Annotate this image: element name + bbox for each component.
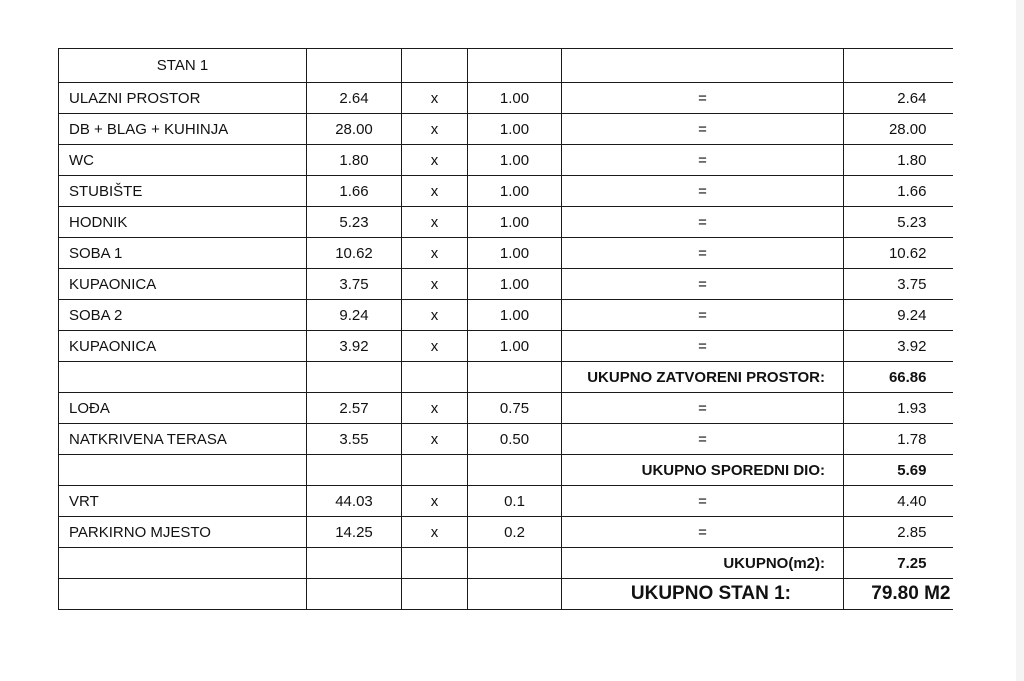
room-area: 28.00 — [307, 114, 402, 145]
room-coefficient: 0.75 — [468, 393, 562, 424]
room-result: 2.85 — [844, 517, 953, 548]
room-coefficient: 1.00 — [468, 145, 562, 176]
room-area: 44.03 — [307, 486, 402, 517]
table-row — [59, 393, 953, 424]
table-row — [59, 517, 953, 548]
room-coefficient: 1.00 — [468, 331, 562, 362]
room-result: 5.23 — [844, 207, 953, 238]
room-coefficient: 0.2 — [468, 517, 562, 548]
times-sign: x — [402, 393, 468, 424]
room-area: 3.55 — [307, 424, 402, 455]
equals-sign: = — [562, 83, 844, 114]
room-result: 1.66 — [844, 176, 953, 207]
equals-sign: = — [562, 331, 844, 362]
grand-total-label: UKUPNO STAN 1: — [562, 579, 844, 610]
room-name: PARKIRNO MJESTO — [59, 517, 307, 548]
subtotal-outdoor-value: 7.25 — [844, 548, 953, 579]
room-result: 3.92 — [844, 331, 953, 362]
room-result: 1.80 — [844, 145, 953, 176]
table-row — [59, 145, 953, 176]
room-coefficient: 0.50 — [468, 424, 562, 455]
times-sign: x — [402, 424, 468, 455]
equals-sign: = — [562, 114, 844, 145]
grand-total-value: 79.80 M2 — [844, 579, 953, 610]
equals-sign: = — [562, 207, 844, 238]
subtotal-closed-label: UKUPNO ZATVORENI PROSTOR: — [562, 362, 844, 393]
equals-sign: = — [562, 517, 844, 548]
room-coefficient: 1.00 — [468, 176, 562, 207]
equals-sign: = — [562, 145, 844, 176]
subtotal-outdoor-label: UKUPNO(m2): — [562, 548, 844, 579]
times-sign: x — [402, 486, 468, 517]
room-name: NATKRIVENA TERASA — [59, 424, 307, 455]
room-coefficient: 1.00 — [468, 300, 562, 331]
subtotal-outdoor-row — [59, 548, 953, 579]
room-coefficient: 0.1 — [468, 486, 562, 517]
times-sign: x — [402, 269, 468, 300]
room-name: SOBA 1 — [59, 238, 307, 269]
room-name: ULAZNI PROSTOR — [59, 83, 307, 114]
table-row — [59, 83, 953, 114]
equals-sign: = — [562, 393, 844, 424]
times-sign: x — [402, 176, 468, 207]
room-area: 10.62 — [307, 238, 402, 269]
equals-sign: = — [562, 300, 844, 331]
room-area: 14.25 — [307, 517, 402, 548]
room-area: 3.75 — [307, 269, 402, 300]
times-sign: x — [402, 207, 468, 238]
room-name: DB + BLAG + KUHINJA — [59, 114, 307, 145]
room-coefficient: 1.00 — [468, 83, 562, 114]
subtotal-secondary-label: UKUPNO SPOREDNI DIO: — [562, 455, 844, 486]
table-row — [59, 114, 953, 145]
page-edge — [1016, 0, 1024, 681]
room-area: 2.57 — [307, 393, 402, 424]
room-result: 28.00 — [844, 114, 953, 145]
room-name: WC — [59, 145, 307, 176]
room-name: KUPAONICA — [59, 331, 307, 362]
table-row — [59, 300, 953, 331]
room-area: 2.64 — [307, 83, 402, 114]
room-coefficient: 1.00 — [468, 238, 562, 269]
room-name: STUBIŠTE — [59, 176, 307, 207]
room-area: 9.24 — [307, 300, 402, 331]
room-area: 5.23 — [307, 207, 402, 238]
room-result: 2.64 — [844, 83, 953, 114]
subtotal-secondary-row — [59, 455, 953, 486]
equals-sign: = — [562, 176, 844, 207]
times-sign: x — [402, 238, 468, 269]
unit-title: STAN 1 — [59, 49, 307, 83]
subtotal-secondary-value: 5.69 — [844, 455, 953, 486]
room-result: 9.24 — [844, 300, 953, 331]
times-sign: x — [402, 300, 468, 331]
table-row — [59, 176, 953, 207]
table-row — [59, 331, 953, 362]
times-sign: x — [402, 114, 468, 145]
room-name: LOĐA — [59, 393, 307, 424]
room-area: 1.80 — [307, 145, 402, 176]
equals-sign: = — [562, 238, 844, 269]
room-name: VRT — [59, 486, 307, 517]
table-header-row — [59, 49, 953, 83]
room-name: SOBA 2 — [59, 300, 307, 331]
table-row — [59, 207, 953, 238]
times-sign: x — [402, 83, 468, 114]
table-row — [59, 486, 953, 517]
room-name: KUPAONICA — [59, 269, 307, 300]
subtotal-closed-value: 66.86 — [844, 362, 953, 393]
area-calculation-table — [58, 48, 953, 610]
table-row — [59, 238, 953, 269]
grand-total-row — [59, 579, 953, 610]
room-result: 10.62 — [844, 238, 953, 269]
room-result: 4.40 — [844, 486, 953, 517]
equals-sign: = — [562, 269, 844, 300]
room-result: 3.75 — [844, 269, 953, 300]
room-area: 1.66 — [307, 176, 402, 207]
room-coefficient: 1.00 — [468, 269, 562, 300]
table-row — [59, 269, 953, 300]
table-row — [59, 424, 953, 455]
times-sign: x — [402, 331, 468, 362]
times-sign: x — [402, 517, 468, 548]
room-name: HODNIK — [59, 207, 307, 238]
room-result: 1.78 — [844, 424, 953, 455]
equals-sign: = — [562, 486, 844, 517]
equals-sign: = — [562, 424, 844, 455]
times-sign: x — [402, 145, 468, 176]
room-area: 3.92 — [307, 331, 402, 362]
room-coefficient: 1.00 — [468, 114, 562, 145]
room-result: 1.93 — [844, 393, 953, 424]
room-coefficient: 1.00 — [468, 207, 562, 238]
subtotal-closed-row — [59, 362, 953, 393]
